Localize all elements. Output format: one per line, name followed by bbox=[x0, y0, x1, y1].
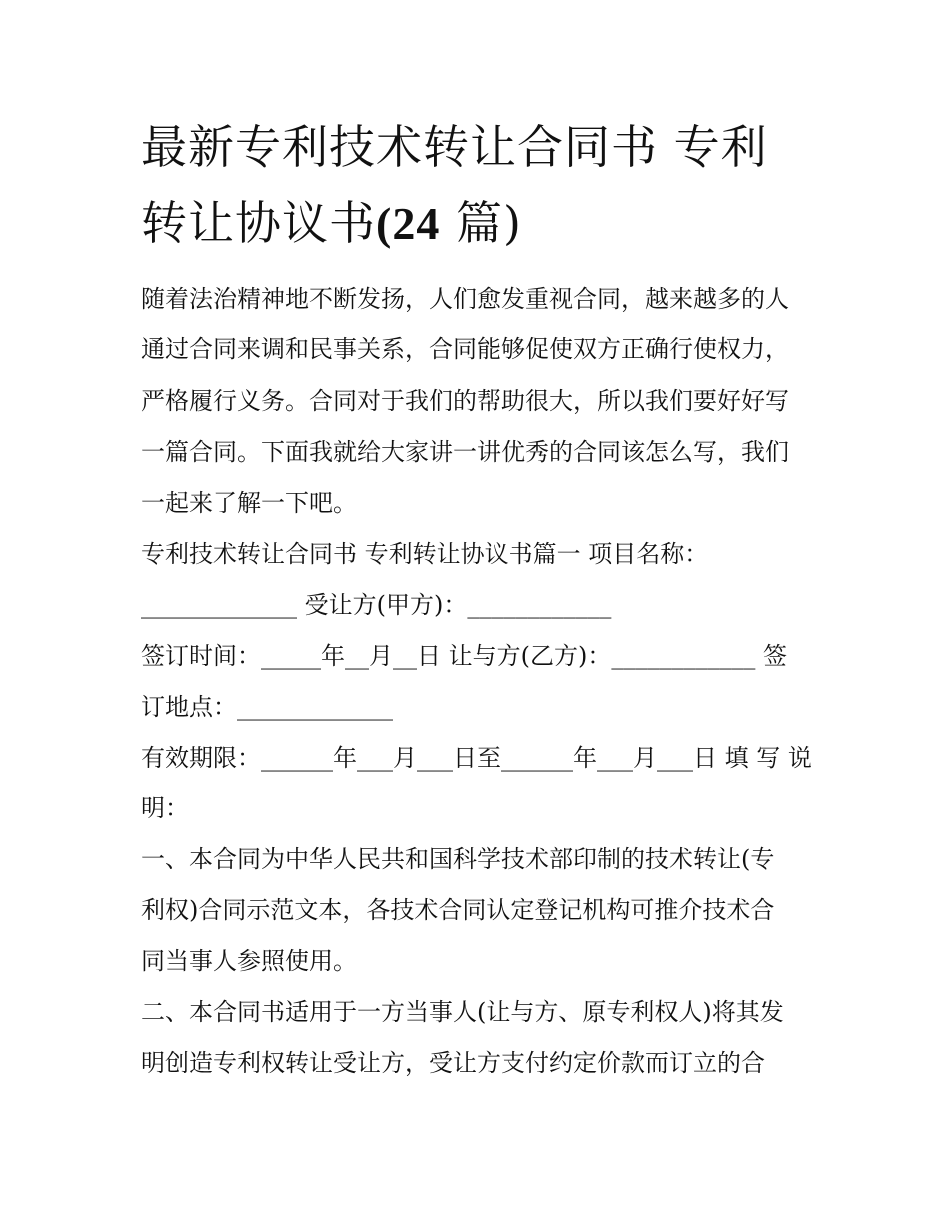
body-line: 专利技术转让合同书 专利转让协议书篇一 项目名称： bbox=[141, 540, 709, 568]
body-line: 一、本合同为中华人民共和国科学技术部印制的技术转让(专 bbox=[141, 845, 775, 873]
body-line: 明创造专利权转让受让方，受让方支付约定价款而订立的合 bbox=[141, 1049, 765, 1077]
body-line: 一篇合同。下面我就给大家讲一讲优秀的合同该怎么写，我们 bbox=[141, 438, 789, 466]
body-line: _____________ 受让方(甲方)：____________ bbox=[141, 591, 612, 619]
body-line: 二、本合同书适用于一方当事人(让与方、原专利权人)将其发 bbox=[141, 998, 784, 1026]
body-line: 明： bbox=[141, 794, 189, 822]
document-title-line-2 bbox=[141, 196, 821, 251]
body-line: 一起来了解一下吧。 bbox=[141, 489, 357, 517]
title-tail: 篇) bbox=[440, 196, 522, 250]
body-line: 随着法治精神地不断发扬，人们愈发重视合同，越来越多的人 bbox=[141, 285, 789, 313]
body-line: 通过合同来调和民事关系，合同能够促使双方正确行使权力， bbox=[141, 335, 789, 363]
title-count: (24 bbox=[376, 198, 441, 249]
body-line: 订地点：_____________ bbox=[141, 693, 393, 721]
title-text: 转让协议书 bbox=[141, 196, 376, 250]
body-line: 有效期限：______年___月___日至______年___月___日 填 写 说 bbox=[141, 744, 812, 772]
body-line: 签订时间：_____年__月__日 让与方(乙方)：____________ 签 bbox=[141, 642, 787, 670]
body-line: 利权)合同示范文本，各技术合同认定登记机构可推介技术合 bbox=[141, 896, 775, 924]
body-line: 同当事人参照使用。 bbox=[141, 947, 357, 975]
body-line: 严格履行义务。合同对于我们的帮助很大，所以我们要好好写 bbox=[141, 387, 789, 415]
document-title-line-1: 最新专利技术转让合同书 专利 bbox=[141, 120, 768, 174]
